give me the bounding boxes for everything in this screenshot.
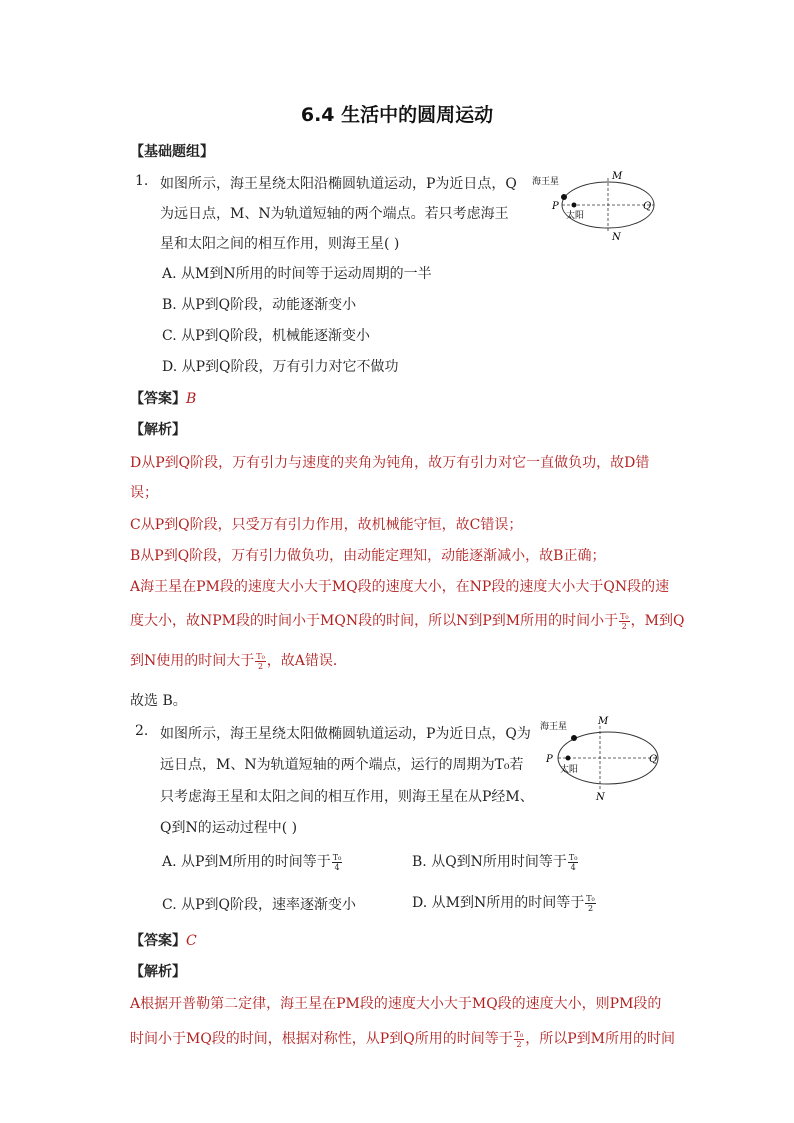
q1-option-b: B. 从P到Q阶段，动能逐渐变小: [162, 297, 357, 313]
q1-neptune-dot: [561, 194, 567, 200]
q1-analysis-line-3: C从P到Q阶段，只受万有引力作用，故机械能守恒，故C错误；: [130, 517, 523, 533]
q2-label-q: Q: [649, 754, 658, 765]
section-heading: 【基础题组】: [130, 144, 214, 160]
q1-conclusion: 故选 B。: [130, 693, 187, 709]
q1-option-d: D. 从P到Q阶段，万有引力对它不做功: [162, 359, 399, 375]
q2-analysis-line-2: 时间小于MQ段的时间，根据对称性，从P到Q所用的时间等于 $\frac{\text{T₀}}{2}$ ，所以P到M所用的时间: [130, 1029, 676, 1049]
q2-line-1: 如图所示，海王星绕太阳做椭圆轨道运动，P为近日点，Q为: [160, 726, 531, 742]
q1-orbit-diagram: [530, 168, 660, 243]
fraction-t0-over-2: $\frac{\text{T₀}}{2}$: [586, 893, 595, 913]
q1-analysis-line-7: 到N使用的时间大于 $\frac{\text{T₀}}{2}$ ，故A错误．: [130, 651, 347, 671]
q1-answer-label: 【答案】: [130, 391, 186, 407]
q1-answer: [130, 388, 196, 408]
q1-neptune-label: 海王星: [532, 177, 560, 187]
fraction-t0-over-2: $\frac{\text{T₀}}{2}$: [514, 1029, 524, 1049]
q2-option-b: B. 从Q到N所用时间等于 $\frac{\text{T₀}}{4}$: [412, 852, 578, 872]
q1-label-p: P: [552, 201, 559, 212]
page-title: 6.4 生活中的圆周运动: [300, 104, 494, 126]
fraction-t0-over-4: $\frac{\text{T₀}}{4}$: [332, 852, 342, 872]
fraction-t0-over-4: $\frac{\text{T₀}}{4}$: [568, 852, 578, 872]
q1-sun-dot: [572, 203, 577, 208]
q1-label-q: Q: [643, 201, 652, 212]
q2-analysis-label: 【解析】: [130, 964, 186, 980]
q1-analysis-line-4: B从P到Q阶段，万有引力做负功，由动能定理知，动能逐渐减小，故B正确；: [130, 548, 606, 564]
q2-option-c: C. 从P到Q阶段，速率逐渐变小: [162, 897, 357, 913]
q2-answer: [130, 930, 197, 950]
q1-analysis-line-1: D从P到Q阶段，万有引力与速度的夹角为钝角，故万有引力对它一直做负功，故D错: [130, 455, 650, 471]
q1-line-2: 为远日点，M、N为轨道短轴的两个端点。若只考虑海王: [160, 206, 509, 222]
q1-analysis-line-5: A海王星在PM段的速度大小大于MQ段的速度大小，在NP段的速度大小大于QN段的速: [130, 579, 670, 595]
q2-label-m: M: [598, 716, 609, 727]
fraction-t-over-2: $\frac{\text{T₀}}{2}$: [256, 651, 265, 671]
q2-line-3: 只考虑海王星和太阳之间的相互作用，则海王星在从P经M、: [160, 789, 534, 805]
q2-neptune-label: 海王星: [540, 722, 568, 732]
q2-line-4: Q到N的运动过程中( ): [160, 820, 298, 836]
q1-analysis-line-6: 度大小，故NPM段的时间小于MQN段的时间，所以N到P到M所用的时间小于 $\frac{\text{T₀}}{2}$ ，M到Q: [130, 611, 685, 631]
q2-answer-value: C: [186, 933, 197, 949]
q2-line-2: 远日点，M、N为轨道短轴的两个端点，运行的周期为T₀若: [160, 757, 524, 773]
q1-line-3: 星和太阳之间的相互作用，则海王星( ): [160, 236, 400, 252]
q2-analysis-line-1: A根据开普勒第二定律，海王星在PM段的速度大小大于MQ段的速度大小，则PM段的: [130, 996, 662, 1012]
q1-sun-label: 太阳: [566, 211, 585, 221]
q2-number: 2.: [135, 723, 149, 739]
q1-label-n: N: [612, 232, 621, 243]
fraction-t0-over-2: $\frac{\text{T₀}}{2}$: [620, 611, 629, 631]
q2-answer-label: 【答案】: [130, 933, 186, 949]
q2-neptune-dot: [571, 735, 577, 741]
q2-option-a: A. 从P到M所用的时间等于 $\frac{\text{T₀}}{4}$: [162, 852, 342, 872]
q2-label-n: N: [596, 792, 605, 802]
q1-option-a: A. 从M到N所用的时间等于运动周期的一半: [162, 266, 432, 282]
q1-label-m: M: [612, 171, 623, 182]
q1-line-1: 如图所示，海王星绕太阳沿椭圆轨道运动，P为近日点，Q: [160, 176, 517, 192]
q2-sun-label: 太阳: [560, 765, 579, 775]
q1-answer-value: B: [186, 391, 197, 407]
q2-orbit-diagram: [536, 712, 666, 802]
q2-option-d: D. 从M到N所用的时间等于 $\frac{\text{T₀}}{2}$: [412, 893, 595, 913]
q1-analysis-line-2: 误；: [130, 485, 158, 501]
q1-option-c: C. 从P到Q阶段，机械能逐渐变小: [162, 328, 371, 344]
q1-number: 1.: [135, 173, 149, 189]
q1-analysis-label: 【解析】: [130, 422, 186, 438]
q2-label-p: P: [546, 754, 553, 765]
q2-sun-dot: [566, 756, 571, 761]
